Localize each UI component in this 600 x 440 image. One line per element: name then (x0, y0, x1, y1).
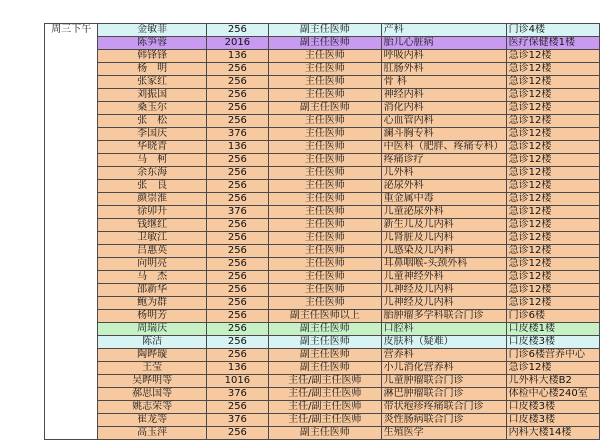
doctor-name-cell: 郝思国等 (98, 388, 206, 401)
doctor-title-cell: 主任医师 (268, 206, 381, 219)
location-cell: 急诊12楼 (506, 193, 599, 206)
doctor-name-cell: 马 杰 (98, 271, 206, 284)
fee-code-cell: 376 (206, 388, 268, 401)
doctor-name-cell: 吴晔明等 (98, 375, 206, 388)
doctor-title-cell: 副主任医师 (268, 24, 381, 37)
location-cell: 急诊12楼 (506, 141, 599, 154)
doctor-name-cell: 陈笋蓉 (98, 37, 206, 50)
doctor-name-cell: 卫敏江 (98, 232, 206, 245)
doctor-name-cell: 姚志荣等 (98, 401, 206, 414)
doctor-name-cell: 马 柯 (98, 154, 206, 167)
doctor-title-cell: 副主任医师 (268, 37, 381, 50)
fee-code-cell: 256 (206, 102, 268, 115)
department-cell: 耳鼻咽喉-头颈外科 (381, 258, 506, 271)
doctor-name-cell: 金敏菲 (98, 24, 206, 37)
location-cell: 口皮楼1楼 (506, 323, 599, 336)
department-cell: 儿童神经外科 (381, 271, 506, 284)
schedule-row (45, 167, 600, 180)
fee-code-cell: 2016 (206, 37, 268, 50)
schedule-row (45, 76, 600, 89)
schedule-row (45, 115, 600, 128)
doctor-name-cell: 韩锋锋 (98, 50, 206, 63)
location-cell: 门诊6楼营养中心 (506, 349, 599, 362)
location-cell: 门诊4楼 (506, 24, 599, 37)
doctor-name-cell: 高玉萍 (98, 427, 206, 440)
department-cell: 中医科（肥胖、疼痛专科） (381, 141, 506, 154)
department-cell: 呼吸内科 (381, 50, 506, 63)
location-cell: 急诊12楼 (506, 219, 599, 232)
schedule-body (45, 24, 600, 440)
fee-code-cell: 256 (206, 219, 268, 232)
schedule-row (45, 362, 600, 375)
department-cell: 带状疱疹疼痛联合门诊 (381, 401, 506, 414)
fee-code-cell: 256 (206, 76, 268, 89)
doctor-name-cell: 王莹 (98, 362, 206, 375)
doctor-title-cell: 主任医师 (268, 232, 381, 245)
location-cell: 急诊12楼 (506, 128, 599, 141)
doctor-title-cell: 主任医师 (268, 89, 381, 102)
location-cell: 急诊12楼 (506, 362, 599, 375)
department-cell: 炎性肠病联合门诊 (381, 414, 506, 427)
fee-code-cell: 256 (206, 63, 268, 76)
schedule-row (45, 388, 600, 401)
department-cell: 儿神经及儿内科 (381, 284, 506, 297)
department-cell: 生殖医学 (381, 427, 506, 440)
schedule-row (45, 63, 600, 76)
schedule-row (45, 154, 600, 167)
location-cell: 口皮楼3楼 (506, 414, 599, 427)
doctor-title-cell: 主任医师 (268, 180, 381, 193)
doctor-name-cell: 杨明芳 (98, 310, 206, 323)
doctor-name-cell: 邵新华 (98, 284, 206, 297)
doctor-name-cell: 刘振国 (98, 89, 206, 102)
doctor-title-cell: 主任医师 (268, 245, 381, 258)
doctor-name-cell: 张家红 (98, 76, 206, 89)
department-cell: 儿感染及儿内科 (381, 245, 506, 258)
doctor-title-cell: 副主任医师 (268, 336, 381, 349)
doctor-name-cell: 鲍为群 (98, 297, 206, 310)
doctor-title-cell: 主任医师 (268, 284, 381, 297)
doctor-title-cell: 副主任医师以上 (268, 310, 381, 323)
schedule-row (45, 258, 600, 271)
location-cell: 急诊12楼 (506, 50, 599, 63)
schedule-row (45, 310, 600, 323)
location-cell: 口皮楼3楼 (506, 401, 599, 414)
location-cell: 急诊12楼 (506, 102, 599, 115)
schedule-row (45, 37, 600, 50)
fee-code-cell: 256 (206, 310, 268, 323)
doctor-name-cell: 向明亮 (98, 258, 206, 271)
doctor-title-cell: 主任医师 (268, 115, 381, 128)
department-cell: 儿肾脏及儿内科 (381, 232, 506, 245)
fee-code-cell: 256 (206, 427, 268, 440)
fee-code-cell: 256 (206, 258, 268, 271)
doctor-name-cell: 余东海 (98, 167, 206, 180)
doctor-name-cell: 张 松 (98, 115, 206, 128)
location-cell: 内科大楼14楼 (506, 427, 599, 440)
department-cell: 小儿消化营养科 (381, 362, 506, 375)
schedule-row (45, 128, 600, 141)
location-cell: 急诊12楼 (506, 89, 599, 102)
department-cell: 神经内科 (381, 89, 506, 102)
department-cell: 新生儿及儿内科 (381, 219, 506, 232)
location-cell: 体检中心楼240室 (506, 388, 599, 401)
fee-code-cell: 256 (206, 167, 268, 180)
schedule-row (45, 206, 600, 219)
doctor-title-cell: 主任医师 (268, 193, 381, 206)
location-cell: 门诊6楼 (506, 310, 599, 323)
department-cell: 口腔科 (381, 323, 506, 336)
doctor-name-cell: 张 良 (98, 180, 206, 193)
doctor-title-cell: 副主任医师 (268, 362, 381, 375)
fee-code-cell: 256 (206, 297, 268, 310)
location-cell: 医疗保健楼1楼 (506, 37, 599, 50)
location-cell: 急诊12楼 (506, 271, 599, 284)
schedule-row (45, 427, 600, 440)
fee-code-cell: 256 (206, 24, 268, 37)
doctor-title-cell: 副主任医师 (268, 349, 381, 362)
department-cell: 胎儿心脏病 (381, 37, 506, 50)
schedule-row (45, 323, 600, 336)
doctor-title-cell: 主任医师 (268, 154, 381, 167)
fee-code-cell: 256 (206, 154, 268, 167)
doctor-title-cell: 主任/副主任医师 (268, 414, 381, 427)
fee-code-cell: 1016 (206, 375, 268, 388)
schedule-row (45, 375, 600, 388)
fee-code-cell: 256 (206, 284, 268, 297)
department-cell: 泌尿外科 (381, 180, 506, 193)
department-cell: 澜斗胸专科 (381, 128, 506, 141)
schedule-row (45, 180, 600, 193)
doctor-title-cell: 副主任医师 (268, 102, 381, 115)
schedule-row (45, 24, 600, 37)
location-cell: 急诊12楼 (506, 180, 599, 193)
doctor-title-cell: 主任/副主任医师 (268, 375, 381, 388)
doctor-title-cell: 主任医师 (268, 128, 381, 141)
fee-code-cell: 136 (206, 141, 268, 154)
doctor-title-cell: 主任医师 (268, 167, 381, 180)
location-cell: 急诊12楼 (506, 245, 599, 258)
location-cell: 急诊12楼 (506, 258, 599, 271)
doctor-name-cell: 颜崇淮 (98, 193, 206, 206)
location-cell: 急诊12楼 (506, 206, 599, 219)
doctor-title-cell: 副主任医师 (268, 323, 381, 336)
schedule-row (45, 349, 600, 362)
department-cell: 淋巴肿瘤联合门诊 (381, 388, 506, 401)
doctor-name-cell: 崔龙等 (98, 414, 206, 427)
schedule-row (45, 414, 600, 427)
fee-code-cell: 256 (206, 115, 268, 128)
schedule-row (45, 219, 600, 232)
fee-code-cell: 256 (206, 232, 268, 245)
fee-code-cell: 256 (206, 271, 268, 284)
fee-code-cell: 136 (206, 362, 268, 375)
fee-code-cell: 256 (206, 401, 268, 414)
schedule-row (45, 232, 600, 245)
doctor-name-cell: 徐卯升 (98, 206, 206, 219)
location-cell: 急诊12楼 (506, 76, 599, 89)
schedule-row (45, 271, 600, 284)
location-cell: 儿外科大楼B2 (506, 375, 599, 388)
doctor-name-cell: 钱继红 (98, 219, 206, 232)
schedule-row (45, 89, 600, 102)
doctor-name-cell: 李国庆 (98, 128, 206, 141)
schedule-row (45, 336, 600, 349)
doctor-title-cell: 副主任医师 (268, 427, 381, 440)
department-cell: 心血管内科 (381, 115, 506, 128)
fee-code-cell: 136 (206, 50, 268, 63)
department-cell: 重金属中毒 (381, 193, 506, 206)
department-cell: 儿神经及儿内科 (381, 297, 506, 310)
location-cell: 急诊12楼 (506, 115, 599, 128)
schedule-row (45, 50, 600, 63)
department-cell: 产科 (381, 24, 506, 37)
fee-code-cell: 256 (206, 89, 268, 102)
doctor-title-cell: 主任/副主任医师 (268, 388, 381, 401)
schedule-row (45, 141, 600, 154)
doctor-name-cell: 陈洁 (98, 336, 206, 349)
doctor-name-cell: 华晓青 (98, 141, 206, 154)
schedule-row (45, 245, 600, 258)
department-cell: 儿外科 (381, 167, 506, 180)
department-cell: 消化内科 (381, 102, 506, 115)
department-cell: 胎肿瘤多学科联合门诊 (381, 310, 506, 323)
department-cell: 营养科 (381, 349, 506, 362)
department-cell: 儿童泌尿外科 (381, 206, 506, 219)
doctor-name-cell: 周瑞庆 (98, 323, 206, 336)
location-cell: 急诊12楼 (506, 297, 599, 310)
fee-code-cell: 256 (206, 193, 268, 206)
schedule-row (45, 193, 600, 206)
fee-code-cell: 256 (206, 349, 268, 362)
location-cell: 急诊12楼 (506, 232, 599, 245)
fee-code-cell: 376 (206, 414, 268, 427)
doctor-title-cell: 主任医师 (268, 141, 381, 154)
department-cell: 儿童肿瘤联合门诊 (381, 375, 506, 388)
doctor-name-cell: 吕惠英 (98, 245, 206, 258)
fee-code-cell: 376 (206, 206, 268, 219)
fee-code-cell: 256 (206, 336, 268, 349)
doctor-title-cell: 主任医师 (268, 297, 381, 310)
day-label: 周三下午 (45, 24, 98, 440)
location-cell: 急诊12楼 (506, 154, 599, 167)
doctor-name-cell: 陶晔璇 (98, 349, 206, 362)
location-cell: 急诊12楼 (506, 63, 599, 76)
schedule-row (45, 284, 600, 297)
fee-code-cell: 256 (206, 245, 268, 258)
schedule-row (45, 102, 600, 115)
department-cell: 疼痛诊疗 (381, 154, 506, 167)
department-cell: 肛肠外科 (381, 63, 506, 76)
fee-code-cell: 376 (206, 128, 268, 141)
schedule-table (44, 23, 600, 440)
doctor-title-cell: 主任/副主任医师 (268, 401, 381, 414)
doctor-title-cell: 主任医师 (268, 50, 381, 63)
fee-code-cell: 256 (206, 180, 268, 193)
fee-code-cell: 256 (206, 323, 268, 336)
doctor-name-cell: 桑玉尔 (98, 102, 206, 115)
schedule-row (45, 401, 600, 414)
location-cell: 急诊12楼 (506, 284, 599, 297)
location-cell: 口皮楼3楼 (506, 336, 599, 349)
doctor-title-cell: 主任医师 (268, 271, 381, 284)
department-cell: 皮肤科（疑难） (381, 336, 506, 349)
schedule-row (45, 297, 600, 310)
location-cell: 急诊12楼 (506, 167, 599, 180)
department-cell: 骨 科 (381, 76, 506, 89)
doctor-title-cell: 主任医师 (268, 219, 381, 232)
doctor-title-cell: 主任医师 (268, 258, 381, 271)
doctor-title-cell: 主任医师 (268, 76, 381, 89)
doctor-name-cell: 杨 明 (98, 63, 206, 76)
doctor-title-cell: 主任医师 (268, 63, 381, 76)
